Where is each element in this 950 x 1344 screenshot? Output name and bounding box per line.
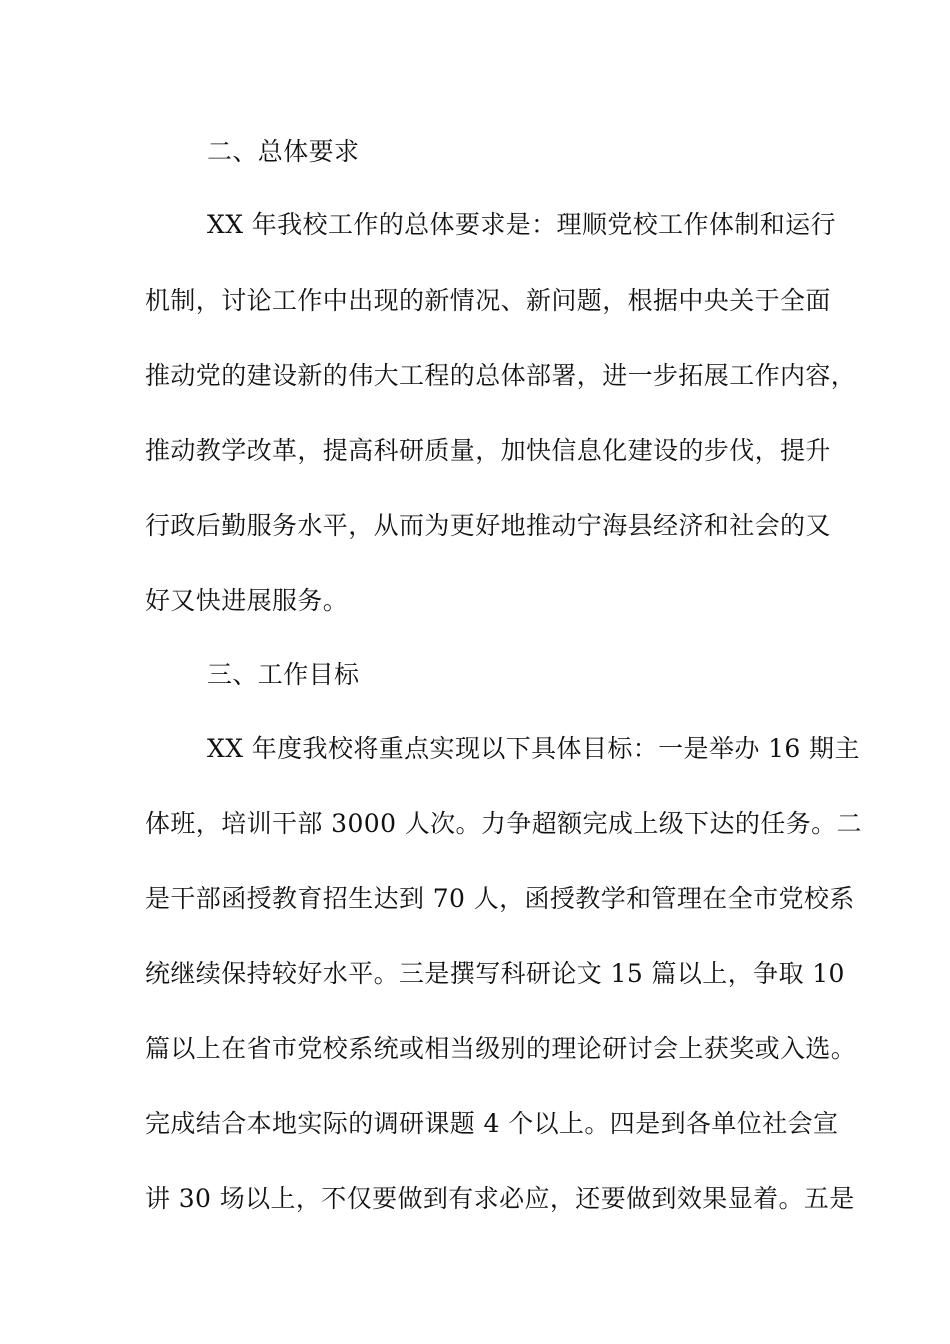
paragraph-line: 篇以上在省市党校系统或相当级别的理论研讨会上获奖或入选。 [145,1034,857,1063]
paragraph-line: 体班，培训干部 3000 人次。力争超额完成上级下达的任务。二 [145,809,862,838]
paragraph-line: 完成结合本地实际的调研课题 4 个以上。四是到各单位社会宣 [145,1109,839,1138]
section-heading-overall-requirements: 二、总体要求 [207,137,360,166]
paragraph-line: 讲 30 场以上，不仅要做到有求必应，还要做到效果显着。五是 [145,1184,855,1213]
paragraph-line: 推动教学改革，提高科研质量，加快信息化建设的步伐，提升 [145,436,831,465]
paragraph-line: 行政后勤服务水平，从而为更好地推动宁海县经济和社会的又 [145,511,831,540]
paragraph-line: 好又快进展服务。 [145,586,349,615]
paragraph-line: 推动党的建设新的伟大工程的总体部署，进一步拓展工作内容， [145,361,857,390]
paragraph-line: XX 年度我校将重点实现以下具体目标：一是举办 16 期主 [207,734,860,763]
section-heading-work-goals: 三、工作目标 [207,660,360,689]
paragraph-line: 是干部函授教育招生达到 70 人，函授教学和管理在全市党校系 [145,884,855,913]
paragraph-line: 统继续保持较好水平。三是撰写科研论文 15 篇以上，争取 10 [145,959,845,988]
paragraph-line: 机制，讨论工作中出现的新情况、新问题，根据中央关于全面 [145,286,831,315]
paragraph-line: XX 年我校工作的总体要求是：理顺党校工作体制和运行 [207,210,836,239]
